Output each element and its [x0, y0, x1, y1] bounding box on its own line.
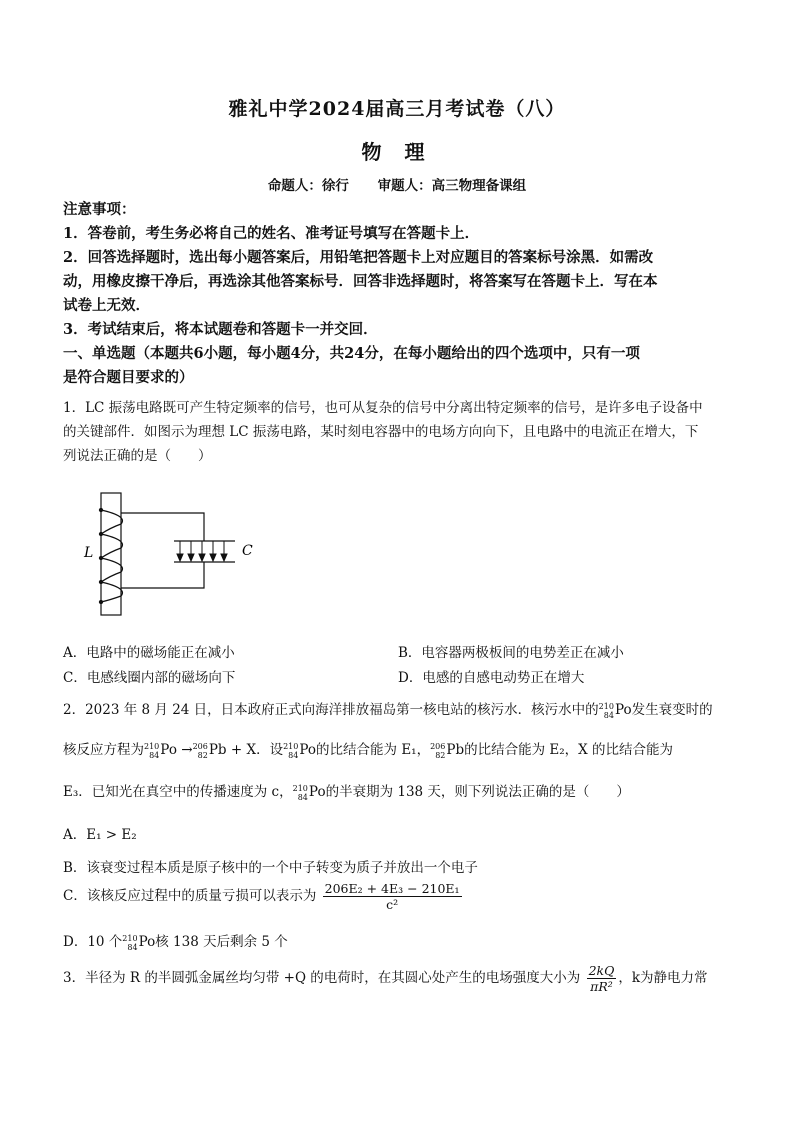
question-1	[63, 396, 735, 468]
inductor-coil	[100, 509, 123, 604]
question-1-line: 的关键部件．如图示为理想 LC 振荡电路，某时刻电容器中的电场方向向下，且电路中的电流正在增大，下	[63, 424, 699, 440]
author: 命题人：徐行	[267, 178, 349, 194]
reviewer: 审题人：高三物理备课组	[377, 178, 527, 194]
notice-item: 试卷上无效．	[63, 297, 150, 314]
inductor-label: L	[84, 545, 94, 561]
q2-option-d-text: Po核 138 天后剩余 5 个	[138, 934, 288, 950]
notice-item: 3．考试结束后，将本试题卷和答题卡一并交回．	[63, 321, 378, 338]
q1-option-c: C．电感线圈内部的磁场向下	[63, 670, 236, 686]
lc-circuit-figure	[80, 488, 260, 620]
q1-option-b: B．电容器两极板间的电势差正在减小	[398, 645, 624, 661]
notice-heading: 注意事项：	[63, 201, 136, 218]
section-heading: 一、单选题（本题共6小题，每小题4分，共24分，在每小题给出的四个选项中，只有一项	[63, 345, 640, 362]
q2-option-a: A．E₁ > E₂	[63, 827, 137, 843]
field-formula: $\frac{2kQ}{\text{πR²}}$	[588, 963, 615, 994]
mass-defect-formula: $\frac{\text{206E₂ + 4E₃ − 210E₁}}{\text{c²}}$	[324, 881, 460, 912]
subject-title: 物 理	[361, 140, 433, 164]
q2-option-d	[63, 930, 288, 952]
q2-text: Po的比结合能为 E₁，	[299, 742, 431, 758]
q2-text: Po →	[160, 742, 193, 758]
po-nuclide-symbol: 210 84	[283, 741, 299, 760]
top-wire	[121, 513, 204, 541]
q2-option-c-text: C．该核反应过程中的质量亏损可以表示为	[63, 888, 317, 904]
q2-option-b: B．该衰变过程本质是原子核中的一个中子转变为质子并放出一个电子	[63, 860, 478, 876]
q1-option-d: D．电感的自感电动势正在增大	[398, 670, 585, 686]
q2-option-d-text: D．10 个	[63, 934, 123, 950]
po-nuclide-symbol: 210 84	[122, 933, 138, 952]
electric-field-arrows	[177, 541, 227, 561]
q2-text: 核反应方程为	[63, 742, 144, 758]
q2-text: 2．2023 年 8 月 24 日，日本政府正式向海洋排放福岛第一核电站的核污水．核污水中的	[63, 702, 599, 718]
po-nuclide-symbol: 210 84	[144, 741, 160, 760]
author-line	[0, 174, 794, 194]
notice-item: 1．答卷前，考生务必将自己的姓名、准考证号填写在答题卡上．	[63, 225, 480, 242]
exam-title: 雅礼中学2024届高三月考试卷（八）	[228, 98, 566, 120]
q2-text: Pb的比结合能为 E₂，X 的比结合能为	[446, 742, 674, 758]
po-nuclide-symbol: 210 84	[598, 701, 614, 720]
question-1-line: 列说法正确的是（ ）	[63, 448, 212, 464]
bottom-wire	[121, 562, 204, 588]
q2-text: Po的半衰期为 138 天，则下列说法正确的是（ ）	[308, 784, 630, 800]
notice-item: 2．回答选择题时，选出每小题答案后，用铅笔把答题卡上对应题目的答案标号涂黑．如需改	[63, 249, 654, 266]
q2-text: E₃．已知光在真空中的传播速度为 c，	[63, 784, 293, 800]
question-2-line-1	[63, 698, 743, 720]
q2-text: Pb + X．设	[208, 742, 284, 758]
question-3	[63, 963, 753, 994]
question-2-line-2	[63, 738, 743, 760]
notice	[63, 198, 735, 390]
capacitor-label: C	[242, 543, 253, 559]
q3-text: ，k为静电力常	[618, 970, 708, 986]
section-heading-cont: 是符合题目要求的）	[63, 369, 194, 386]
question-2-line-3	[63, 780, 743, 802]
notice-item: 动，用橡皮擦干净后，再选涂其他答案标号．回答非选择题时，将答案写在答题卡上．写在本	[63, 273, 658, 290]
q2-option-c	[63, 881, 464, 912]
pb-nuclide-symbol: 206 82	[430, 741, 446, 760]
question-1-line: 1．LC 振荡电路既可产生特定频率的信号，也可从复杂的信号中分离出特定频率的信号，是许多电子设备中	[63, 400, 703, 416]
po-nuclide-symbol: 210 84	[292, 783, 308, 802]
pb-nuclide-symbol: 206 82	[192, 741, 208, 760]
q1-option-a: A．电路中的磁场能正在减小	[63, 645, 235, 661]
q3-text: 3．半径为 R 的半圆弧金属丝均匀带 +Q 的电荷时，在其圆心处产生的电场强度大小为	[63, 970, 581, 986]
q2-text: Po发生衰变时的	[614, 702, 713, 718]
